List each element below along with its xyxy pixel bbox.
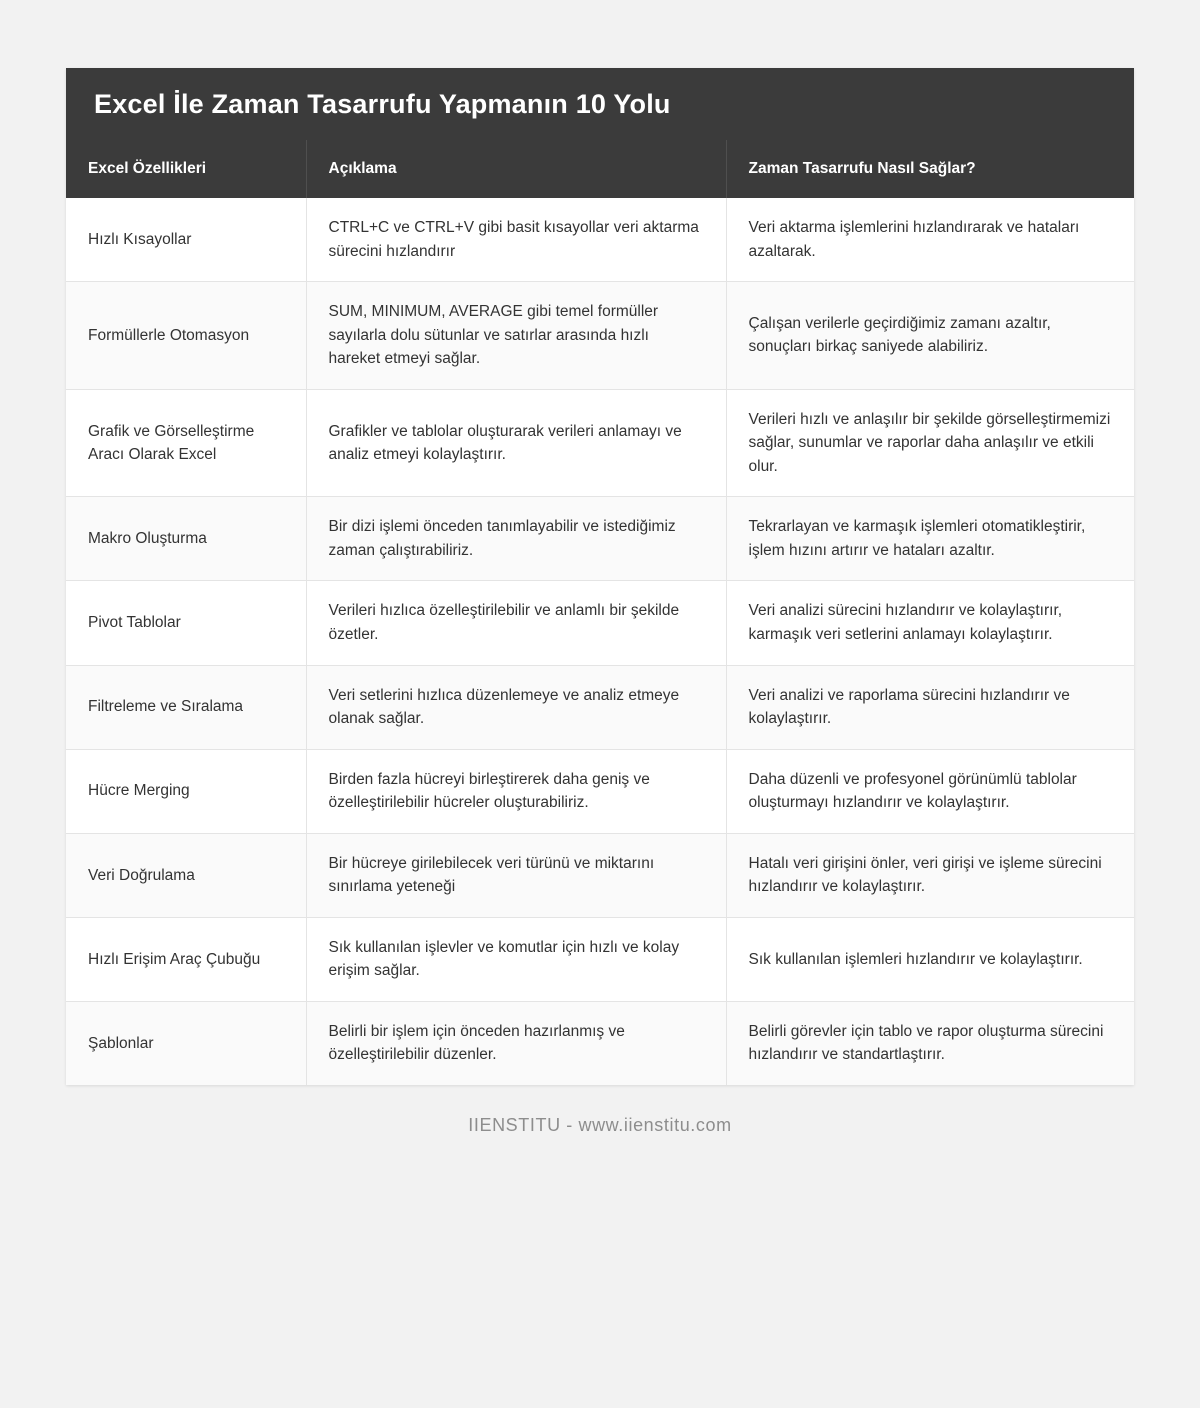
cell-benefit: Daha düzenli ve profesyonel görünümlü tablolar oluşturmayı hızlandırır ve kolaylaştırır. <box>726 749 1134 833</box>
cell-description: Birden fazla hücreyi birleştirerek daha geniş ve özelleştirilebilir hücreler oluşturabiliriz. <box>306 749 726 833</box>
cell-description: SUM, MINIMUM, AVERAGE gibi temel formüller sayılarla dolu sütunlar ve satırlar arasında hızlı hareket etmeyi sağlar. <box>306 282 726 390</box>
cell-feature: Veri Doğrulama <box>66 833 306 917</box>
infographic-card <box>66 68 1134 1085</box>
cell-feature: Grafik ve Görselleştirme Aracı Olarak Excel <box>66 389 306 497</box>
cell-feature: Makro Oluşturma <box>66 497 306 581</box>
cell-benefit: Hatalı veri girişini önler, veri girişi ve işleme sürecini hızlandırır ve kolaylaştırır. <box>726 833 1134 917</box>
table-header-row <box>66 140 1134 198</box>
column-header-feature: Excel Özellikleri <box>66 140 306 198</box>
title-bar <box>66 68 1134 140</box>
cell-description: Veri setlerini hızlıca düzenlemeye ve analiz etmeye olanak sağlar. <box>306 665 726 749</box>
cell-feature: Formüllerle Otomasyon <box>66 282 306 390</box>
cell-feature: Filtreleme ve Sıralama <box>66 665 306 749</box>
table-row <box>66 198 1134 282</box>
cell-benefit: Belirli görevler için tablo ve rapor oluşturma sürecini hızlandırır ve standartlaştırır. <box>726 1001 1134 1085</box>
cell-benefit: Veri analizi sürecini hızlandırır ve kolaylaştırır, karmaşık veri setlerini anlamayı kolaylaştırır. <box>726 581 1134 665</box>
cell-description: Sık kullanılan işlevler ve komutlar için hızlı ve kolay erişim sağlar. <box>306 917 726 1001</box>
table-row <box>66 497 1134 581</box>
cell-feature: Hücre Merging <box>66 749 306 833</box>
cell-feature: Pivot Tablolar <box>66 581 306 665</box>
table-header <box>66 140 1134 198</box>
cell-description: Belirli bir işlem için önceden hazırlanmış ve özelleştirilebilir düzenler. <box>306 1001 726 1085</box>
cell-feature: Hızlı Erişim Araç Çubuğu <box>66 917 306 1001</box>
cell-benefit: Verileri hızlı ve anlaşılır bir şekilde görselleştirmemizi sağlar, sunumlar ve raporlar daha anlaşılır ve etkili olur. <box>726 389 1134 497</box>
page-title: Excel İle Zaman Tasarrufu Yapmanın 10 Yolu <box>94 88 671 119</box>
cell-description: CTRL+C ve CTRL+V gibi basit kısayollar veri aktarma sürecini hızlandırır <box>306 198 726 282</box>
table-row <box>66 749 1134 833</box>
column-header-description: Açıklama <box>306 140 726 198</box>
cell-benefit: Çalışan verilerle geçirdiğimiz zamanı azaltır, sonuçları birkaç saniyede alabiliriz. <box>726 282 1134 390</box>
cell-benefit: Tekrarlayan ve karmaşık işlemleri otomatikleştirir, işlem hızını artırır ve hataları azaltır. <box>726 497 1134 581</box>
cell-feature: Şablonlar <box>66 1001 306 1085</box>
table-row <box>66 1001 1134 1085</box>
table-row <box>66 917 1134 1001</box>
cell-benefit: Sık kullanılan işlemleri hızlandırır ve kolaylaştırır. <box>726 917 1134 1001</box>
footer-attribution: IIENSTITU - www.iienstitu.com <box>468 1115 732 1136</box>
table-body <box>66 198 1134 1085</box>
table-row <box>66 282 1134 390</box>
cell-description: Bir dizi işlemi önceden tanımlayabilir ve istediğimiz zaman çalıştırabiliriz. <box>306 497 726 581</box>
column-header-benefit: Zaman Tasarrufu Nasıl Sağlar? <box>726 140 1134 198</box>
cell-description: Bir hücreye girilebilecek veri türünü ve miktarını sınırlama yeteneği <box>306 833 726 917</box>
table-row <box>66 665 1134 749</box>
cell-feature: Hızlı Kısayollar <box>66 198 306 282</box>
features-table <box>66 140 1134 1085</box>
cell-benefit: Veri analizi ve raporlama sürecini hızlandırır ve kolaylaştırır. <box>726 665 1134 749</box>
cell-benefit: Veri aktarma işlemlerini hızlandırarak ve hataları azaltarak. <box>726 198 1134 282</box>
table-row <box>66 581 1134 665</box>
cell-description: Grafikler ve tablolar oluşturarak verileri anlamayı ve analiz etmeyi kolaylaştırır. <box>306 389 726 497</box>
table-row <box>66 833 1134 917</box>
cell-description: Verileri hızlıca özelleştirilebilir ve anlamlı bir şekilde özetler. <box>306 581 726 665</box>
table-row <box>66 389 1134 497</box>
